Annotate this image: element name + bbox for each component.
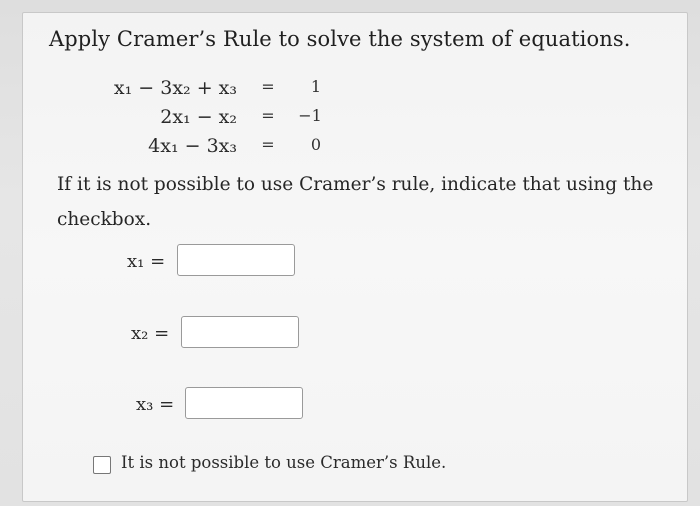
- x1-label: x₁ =: [127, 251, 166, 272]
- equation-row-3: [23, 135, 237, 159]
- question-card: [22, 12, 688, 502]
- equation-2-rhs: −1: [298, 106, 322, 125]
- question-title: Apply Cramer’s Rule to solve the system of equations.: [49, 27, 631, 51]
- x1-input[interactable]: [177, 244, 295, 276]
- x3-input[interactable]: [185, 387, 303, 419]
- equation-1-relation: =: [261, 77, 275, 96]
- equation-row-2: [23, 106, 237, 130]
- equation-3-relation: =: [261, 135, 275, 154]
- not-possible-label[interactable]: It is not possible to use Cramer’s Rule.: [121, 453, 447, 472]
- equation-1-rhs: 1: [310, 77, 322, 96]
- instructions-text: If it is not possible to use Cramer’s rule, indicate that using the checkbox.: [57, 174, 654, 230]
- x2-label: x₂ =: [131, 323, 170, 344]
- equation-2-relation: =: [261, 106, 275, 125]
- not-possible-checkbox[interactable]: [93, 456, 111, 474]
- equation-1-lhs: x₁ − 3x₂ + x₃: [113, 77, 237, 99]
- equation-3-lhs: 4x₁ − 3x₃: [148, 135, 237, 157]
- equation-row-1: [23, 77, 237, 101]
- equation-2-lhs: 2x₁ − x₂: [160, 106, 237, 128]
- x3-label: x₃ =: [136, 394, 175, 415]
- x2-input[interactable]: [181, 316, 299, 348]
- equation-3-rhs: 0: [310, 135, 322, 154]
